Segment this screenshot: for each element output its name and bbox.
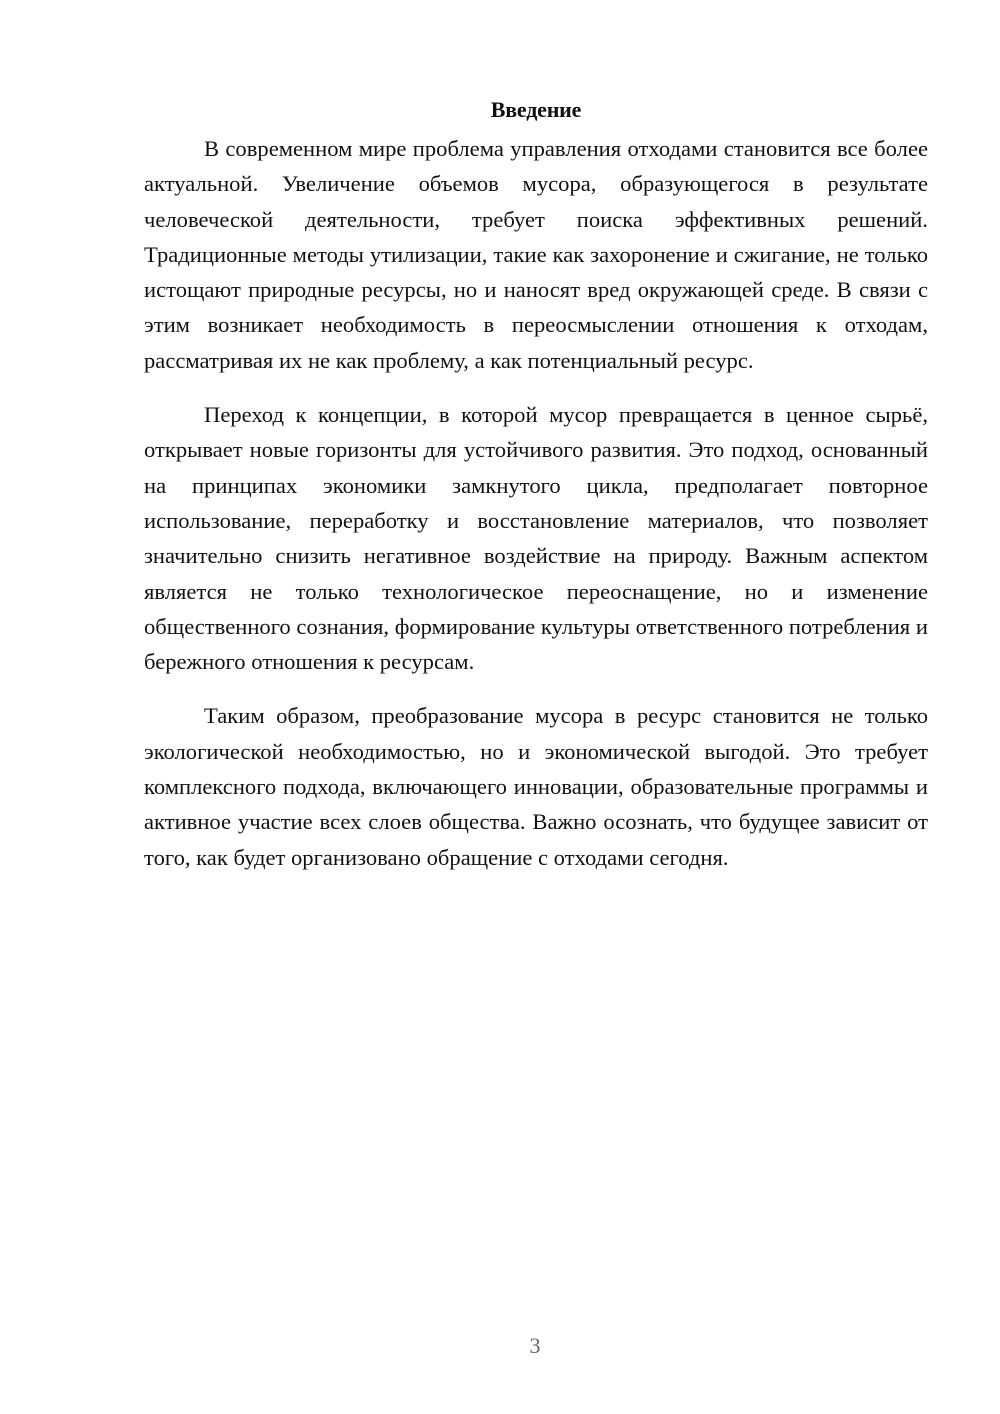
- paragraph-1: В современном мире проблема управления отходами становится все более актуальной. Увеличение объемов мусора, образующегося в результате человеческой деятельности, требует поиска эффективных решений. Традиционные методы утилизации, такие как захоронение и сжигание, не только истощают природные ресурсы, но и наносят вред окружающей среде. В связи с этим возникает необходимость в переосмыслении отношения к отходам, рассматривая их не как проблему, а как потенциальный ресурс.: [144, 136, 928, 373]
- page-content: [144, 92, 928, 894]
- section-title: Введение: [490, 97, 582, 122]
- page-number: 3: [529, 1333, 541, 1358]
- paragraph-3: Таким образом, преобразование мусора в ресурс становится не только экологической необходимостью, но и экономической выгодой. Это требует комплексного подхода, включающего инновации, образовательные программы и активное участие всех слоев общества. Важно осознать, что будущее зависит от того, как будет организовано обращение с отходами сегодня.: [144, 703, 928, 870]
- paragraph-2: Переход к концепции, в которой мусор превращается в ценное сырьё, открывает новые горизонты для устойчивого развития. Это подход, основанный на принципах экономики замкнутого цикла, предполагает повторное использование, переработку и восстановление материалов, что позволяет значительно снизить негативное воздействие на природу. Важным аспектом является не только технологическое переоснащение, но и изменение общественного сознания, формирование культуры ответственного потребления и бережного отношения к ресурсам.: [144, 402, 928, 675]
